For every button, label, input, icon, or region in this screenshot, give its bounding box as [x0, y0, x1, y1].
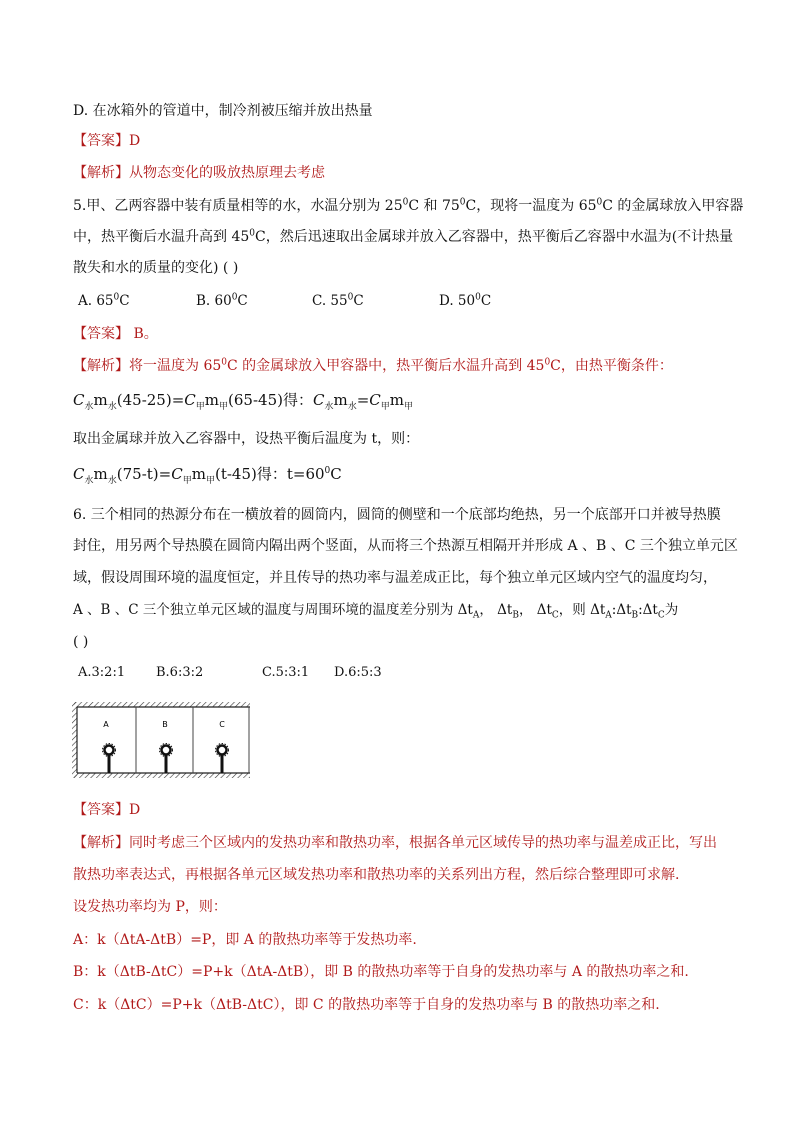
symbol: C [171, 465, 183, 483]
text: C，由热平衡条件： [550, 358, 673, 374]
text: (75-t)= [116, 465, 172, 483]
q4-analysis [73, 163, 733, 183]
cylinder-diagram [72, 700, 252, 780]
text: = [356, 391, 370, 409]
q5-equation-1 [73, 390, 733, 410]
q4-answer [73, 131, 733, 151]
symbol: m [191, 465, 206, 483]
subscript: 水 [107, 402, 117, 412]
q5-stem-line-3: 散失和水的质量的变化) ( ) [73, 260, 239, 276]
subscript: A [605, 610, 612, 621]
option-c[interactable]: C.5:3:1 [262, 665, 310, 680]
text: ，则 Δt [558, 602, 606, 618]
subscript: 水 [84, 402, 94, 412]
subscript: 水 [107, 476, 117, 486]
q5-stem-line-2 [73, 227, 733, 247]
subscript: C [657, 610, 665, 621]
degree-sup: 0 [324, 466, 331, 476]
q6-stem-line-4 [73, 600, 733, 620]
degree-sup: 0 [544, 357, 551, 368]
text: C，然后迅速取出金属球并放入乙容器中，热平衡后乙容器中水温为(不计热量 [255, 229, 734, 245]
option-b[interactable]: B.6:3:2 [156, 665, 204, 680]
bottom-wall [74, 773, 250, 778]
symbol: m [93, 391, 108, 409]
subscript: B [512, 610, 519, 621]
text: :Δt [611, 602, 632, 618]
symbol: C [184, 391, 196, 409]
q4-option-d: D. 在冰箱外的管道中，制冷剂被压缩并放出热量 [73, 103, 373, 119]
degree-sup: 0 [459, 197, 466, 208]
text: C 和 75 [408, 198, 460, 214]
text: (45-25)= [116, 391, 185, 409]
answer-value: D [129, 802, 141, 818]
symbol: C [73, 465, 85, 483]
answer-value: D [129, 133, 141, 149]
text: C 的金属球放入甲容器 [602, 198, 744, 214]
degree-sup: 0 [249, 228, 255, 239]
heat-source-icon [216, 744, 229, 774]
option-d[interactable]: D. $50^0C$ [439, 292, 492, 309]
degree-sup: 0 [596, 197, 603, 208]
subscript: 水 [347, 402, 357, 412]
text: 5.甲、乙两容器中装有质量相等的水，水温分别为 25 [73, 198, 403, 214]
text: 同时考虑三个区域内的发热功率和散热功率，根据各单元区域传导的热功率与温差成正比，写出 [129, 835, 717, 851]
subscript: 甲 [404, 402, 414, 412]
q6-analysis-line-2: 散热功率表达式，再根据各单元区域发热功率和散热功率的关系列出方程，然后综合整理即可求解. [73, 867, 680, 883]
q6-analysis-line-4: A：k（ΔtA-ΔtB）=P，即 A 的散热功率等于发热功率. [73, 932, 417, 948]
degree-sup: 0 [221, 357, 227, 368]
text: A 、B 、C 三个独立单元区域的温度与周围环境的温度差分别为 Δt [73, 602, 473, 618]
text: C 的金属球放入甲容器中，热平衡后水温升高到 45 [227, 358, 545, 374]
q6-analysis-line-1 [73, 833, 733, 853]
option-d[interactable]: D.6:5:3 [334, 665, 382, 680]
subscript: B [631, 610, 639, 621]
subscript: A [472, 610, 480, 621]
subscript: 水 [324, 402, 334, 412]
text: C [330, 465, 342, 483]
q6-stem-line-5: ( ) [73, 634, 89, 650]
left-wall [72, 702, 77, 778]
q6-analysis-line-5: B：k（ΔtB-ΔtC）=P+k（ΔtA-ΔtB），即 B 的散热功率等于自身的发热功率与 A 的散热功率之和. [73, 964, 689, 980]
text: (t-45)得：t=60 [214, 465, 325, 483]
heat-source-icon [103, 744, 116, 774]
symbol: C [73, 391, 85, 409]
q5-equation-2 [73, 464, 733, 484]
subscript: 甲 [182, 476, 192, 486]
subscript: 甲 [205, 476, 215, 486]
q6-answer [73, 800, 733, 820]
region-label-c: C [219, 720, 225, 729]
q6-stem-line-2: 封住，用另两个导热膜在圆筒内隔出两个竖面，从而将三个热源互相隔开并形成 A 、B 、C 三个独立单元区 [73, 538, 738, 554]
answer-tag: 【答案】 [73, 802, 129, 818]
answer-tag: 【答案】 [73, 133, 129, 149]
option-b[interactable]: B. $60^0C$ [196, 292, 248, 309]
subscript: C [551, 610, 559, 621]
symbol: m [204, 391, 219, 409]
subscript: 甲 [380, 402, 390, 412]
analysis-tag: 【解析】 [73, 835, 129, 851]
analysis-text: 从物态变化的吸放热原理去考虑 [129, 165, 325, 181]
q6-analysis-line-3: 设发热功率均为 P，则： [73, 899, 227, 915]
region-label-b: B [162, 720, 168, 729]
subscript: 甲 [195, 402, 205, 412]
heat-source-icon [160, 744, 173, 774]
symbol: m [389, 391, 405, 409]
text: :Δt [638, 602, 658, 618]
subscript: 甲 [219, 402, 229, 412]
q6-stem-line-1: 6. 三个相同的热源分布在一横放着的圆筒内，圆筒的侧壁和一个底部均绝热，另一个底部开口并被导热膜 [73, 507, 721, 523]
text: 将一温度为 65 [129, 358, 222, 374]
q6-stem-line-3: 域，假设周围环境的温度恒定，并且传导的热功率与温差成正比，每个独立单元区域内空气的温度均匀， [73, 570, 717, 586]
q5-answer [73, 324, 733, 344]
q5-analysis [73, 356, 733, 376]
text: ， Δt [479, 602, 513, 618]
analysis-tag: 【解析】 [73, 358, 129, 374]
option-c[interactable]: C. $55^0C$ [312, 292, 364, 309]
symbol: C [312, 391, 325, 409]
q6-options [78, 664, 382, 682]
symbol: C [369, 391, 381, 409]
text: ， Δt [518, 602, 552, 618]
region-label-a: A [103, 720, 109, 729]
q6-analysis-line-6: C：k（ΔtC）=P+k（ΔtB-ΔtC），即 C 的散热功率等于自身的发热功率与 B 的散热功率之和. [73, 997, 660, 1013]
top-wall [74, 702, 250, 707]
text: (65-45)得： [228, 391, 313, 409]
answer-tag: 【答案】 [73, 326, 129, 342]
q5-options [78, 292, 491, 310]
q5-stem-line-1 [73, 196, 744, 216]
text: 中，热平衡后水温升高到 45 [73, 229, 250, 245]
option-a[interactable]: A. $65^0C$ [78, 292, 130, 309]
subscript: 水 [84, 476, 94, 486]
text: C，现将一温度为 65 [465, 198, 597, 214]
degree-sup: 0 [402, 197, 409, 208]
text: 为 [664, 602, 679, 618]
analysis-tag: 【解析】 [73, 165, 129, 181]
symbol: m [333, 391, 348, 409]
q5-take-out-line: 取出金属球并放入乙容器中，设热平衡后温度为 t，则： [73, 431, 420, 447]
symbol: m [93, 465, 108, 483]
option-a[interactable]: A.3:2:1 [78, 665, 126, 680]
answer-value: B。 [129, 326, 158, 342]
